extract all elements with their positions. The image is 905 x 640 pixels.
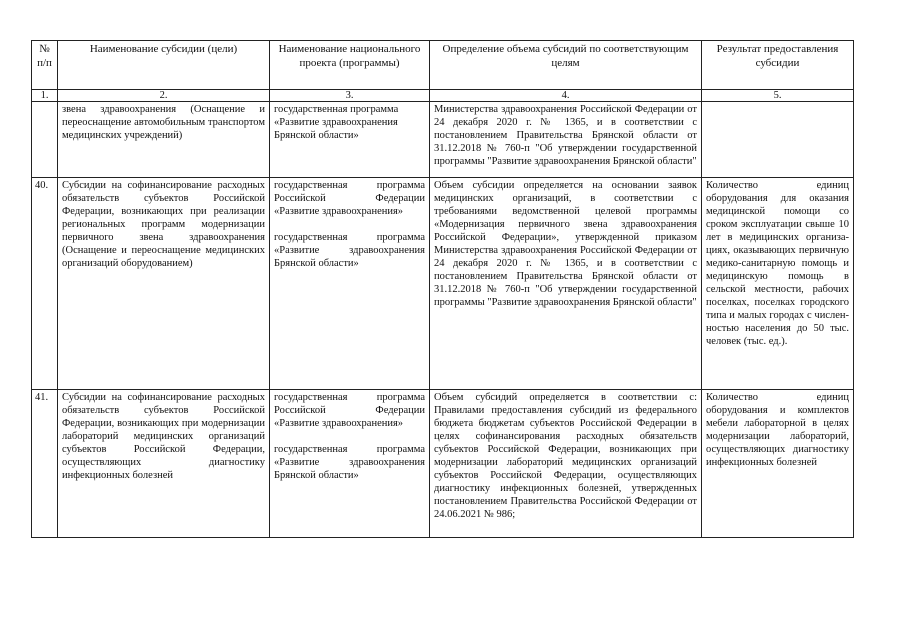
project-name <box>270 102 430 178</box>
volume-definition: Министерства здравоохранения Российской Федерации от 24 декабря 2020 г. № 1365, и в соответствии с постановлением Правительства Брянской области от 31.12.2018 № 760-п "Об утверждении государственной программы "Развитие здравоохранения Брянской области" <box>430 102 702 178</box>
project-line: государственная программа «Развитие здравоохранения Брянской области» <box>274 104 399 141</box>
column-number: 4. <box>430 90 702 102</box>
table-row <box>32 178 854 390</box>
column-number: 3. <box>270 90 430 102</box>
row-number: 40. <box>32 178 58 390</box>
project-name <box>270 390 430 538</box>
project-line: государственная программа «Развитие здравоохранения Брянской области» <box>274 444 425 481</box>
row-number: 41. <box>32 390 58 538</box>
column-number-row <box>32 90 854 102</box>
column-number: 2. <box>58 90 270 102</box>
subsidy-result: Количество единиц оборудования для оказания медицинской помощи со сроком эксплуатации свыше 10 лет в медицинских организа-циях, оказывающих первичную медико-санитарную помощь и медицинскую помощь в сельской местности, рабочих поселках, поселках городского типа и малых городах с числен-ностью населения до 50 тыс. человек (тыс. ед.). <box>702 178 854 390</box>
table-header-row <box>32 41 854 90</box>
column-number: 1. <box>32 90 58 102</box>
subsidy-name: звена здравоохранения (Оснащение и переоснащение автомобильным транспортом медицинских учреждений) <box>58 102 270 178</box>
table-row <box>32 102 854 178</box>
column-number: 5. <box>702 90 854 102</box>
subsidy-result: Количество единиц оборудования и комплектов мебели лабораторной в целях модернизации лабораторий, осуществляющих диагностику инфекционных болезней <box>702 390 854 538</box>
table-row <box>32 390 854 538</box>
subsidies-table <box>31 40 854 538</box>
project-name <box>270 178 430 390</box>
row-number <box>32 102 58 178</box>
project-line: государственная программа «Развитие здравоохранения Брянской области» <box>274 232 425 269</box>
subsidy-name: Субсидии на софинансирование расходных обязательств субъектов Российской Федерации, возникающих при реализации региональных программ модернизации первичного звена здравоохранения (Оснащение и переоснащение медицинских организаций оборудованием) <box>58 178 270 390</box>
header-volume: Определение объема субсидий по соответствующим целям <box>430 41 702 90</box>
subsidy-result <box>702 102 854 178</box>
header-num: № п/п <box>32 41 58 90</box>
header-subsidy-name: Наименование субсидии (цели) <box>58 41 270 90</box>
volume-definition: Объем субсидий определяется в соответствии с: Правилами предоставления субсидий из федерального бюджета бюджетам субъектов Российской Федерации в целях софинансирования расходных обязательств субъектов Российской Федерации, возникающих при модернизации лабораторий медицинских организаций субъектов Российской Федерации, осуществляющих диагностику инфекционных болезней, утвержденных постановлением Правительства Российской Федерации от 24.06.2021 № 986; <box>430 390 702 538</box>
header-result: Результат предоставления субсидии <box>702 41 854 90</box>
volume-definition: Объем субсидии определяется на основании заявок медицинских организаций, в соответствии с требованиями ведомственной целевой программы «Модернизация первичного звена здравоохранения Российской Федерации», утвержденной приказом Министерства здравоохранения Российской Федерации от 24 декабря 2020 г. № 1365, и в соответствии с постановлением Правительства Брянской области от 31.12.2018 № 760-п "Об утверждении государственной программы "Развитие здравоохранения Брянской области" <box>430 178 702 390</box>
header-project-name: Наименование национального проекта (программы) <box>270 41 430 90</box>
subsidy-name: Субсидии на софинансирование расходных обязательств субъектов Российской Федерации, возникающих при модернизации лабораторий медицинских организаций субъектов Российской Федерации, осуществляющих диагностику инфекционных болезней <box>58 390 270 538</box>
project-line: государственная программа Российской Федерации «Развитие здравоохранения» <box>274 180 425 217</box>
project-line: государственная программа Российской Федерации «Развитие здравоохранения» <box>274 392 425 429</box>
